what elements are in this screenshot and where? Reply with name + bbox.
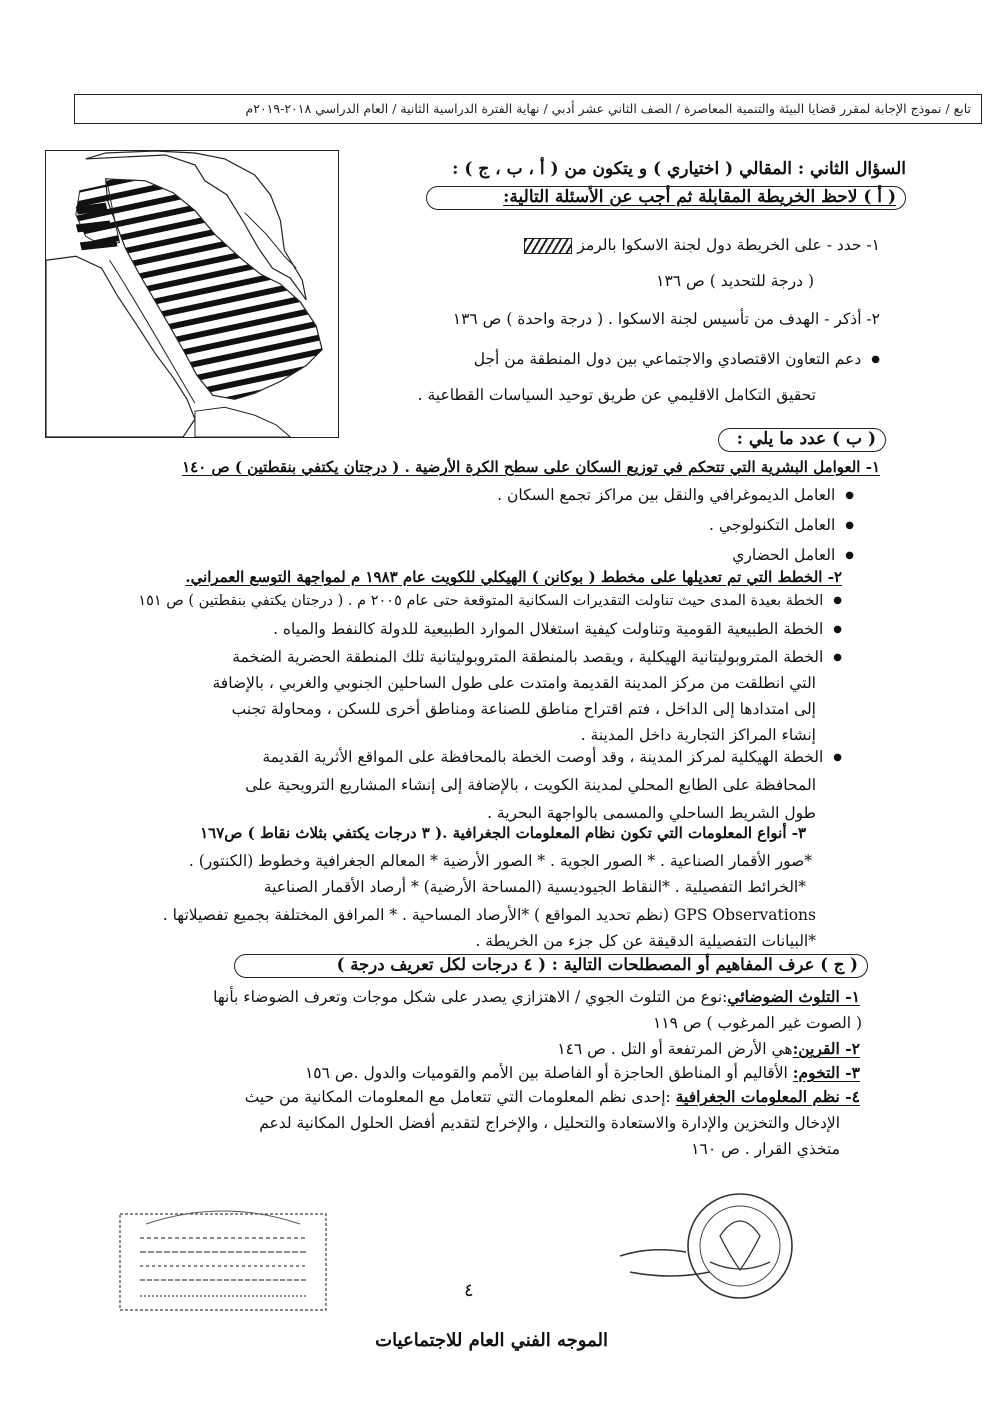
part-c-item2-def: هي الأرض المرتفعة أو التل . ص ١٤٦ [557, 1040, 793, 1058]
part-b-item2-answer-4-l2: المحافظة على الطابع المحلي لمدينة الكويت ، بالإضافة إلى إنشاء المشاريع الترويحية على [245, 776, 816, 794]
part-b-item2-answer-3-l3: إلى امتدادها إلى الداخل ، فتم اقتراح مناطق للصناعة ومناطق أخرى للسكن ، ومحاولة تجنب [231, 700, 816, 718]
escwa-map [45, 150, 339, 438]
part-a-title: ( أ ) لاحظ الخريطة المقابلة ثم أجب عن الأسئلة التالية: [503, 187, 896, 207]
part-b-item2-answer-3-l4: إنشاء المراكز التجارية داخل المدينة . [580, 726, 816, 744]
part-b-item2-answer-3-l2: التي انطلقت من مركز المدينة القديمة وامتدت على طول الساحلين الجنوبي والغربي ، بالإضافة [212, 674, 816, 692]
part-b-item2-answer-3-l1: ● الخطة المتروبوليتانية الهيكلية ، ويقصد بالمنطقة المتروبوليتانية تلك المنطقة الحضرية الضخمة [232, 646, 842, 671]
part-c-title: ( ج ) عرف المفاهيم أو المصطلحات التالية : ( ٤ درجات لكل تعريف درجة ) [336, 955, 858, 974]
part-a-item1 [518, 234, 880, 256]
part-b-item3-answer-2: *الخرائط التفصيلية . *النقاط الجيوديسية (المساحة الأرضية) * أرصاد الأقمار الصناعية [263, 878, 806, 896]
part-b-item1-answer-3: ● العامل الحضاري [732, 544, 854, 569]
q2-title: السؤال الثاني : المقالي ( اختياري ) و يتكون من ( أ ، ب ، ج ) : [452, 159, 906, 179]
part-b-item1-answer-2: ● العامل التكنولوجي . [709, 514, 854, 539]
part-a-item1-mark: ( درجة للتحديد ) ص ١٣٦ [656, 272, 814, 290]
part-b-item3-answer-3: GPS Observations (نظم تحديد المواقع ) *الأرصاد المساحية . * المرافق المختلفة بجميع تفصيلاتها . [162, 906, 816, 924]
part-c-item4-def: :إحدى نظم المعلومات التي تتعامل مع المعلومات المكانية من حيث [244, 1088, 676, 1106]
part-a-item1-text: ١- حدد - على الخريطة دول لجنة الاسكوا بالرمز [577, 236, 880, 254]
part-c-item4 [245, 1086, 860, 1108]
map-horn [195, 407, 290, 437]
part-b-item2-answer-4-l1: ● الخطة الهيكلية لمركز المدينة ، وقد أوصت الخطة بالمحافظة على المواقع الأثرية القديمة [262, 746, 842, 771]
part-c-item1-term: ١- التلوث الضوضائي [727, 987, 860, 1006]
part-b-item1-text: ١- العوامل البشرية التي تتحكم في توزيع السكان على سطح الكرة الأرضية . ( درجتان يكتفي بنقطتين ) ص ١٤٠ [182, 458, 880, 476]
escwa-legend-symbol [524, 238, 572, 254]
part-b-item2: ٢- الخطط التي تم تعديلها على مخطط ( بوكانن ) الهيكلي للكويت عام ١٩٨٣ م لمواجهة التوسع العمراني. [185, 568, 842, 586]
part-b-item1 [182, 456, 880, 478]
page-number: ٤ [464, 1280, 474, 1301]
right-ministry-stamp [610, 1176, 800, 1316]
part-b-item2-answer-4-l3: طول الشريط الساحلي والمسمى بالواجهة البحرية . [487, 804, 816, 822]
left-official-stamp [116, 1204, 330, 1316]
footer-signature: الموجه الفني العام للاجتماعيات [375, 1330, 608, 1351]
part-c-item1 [213, 986, 860, 1008]
part-c-item2-term: ٢- القرين: [792, 1039, 860, 1058]
part-c-item3 [305, 1062, 860, 1084]
part-c-item4-def2: الإدخال والتخزين والإدارة والاستعادة والتحليل ، والإخراج لتقديم أفضل الحلول المكانية لدعم [259, 1114, 840, 1132]
part-b-item3-answer-1: *صور الأقمار الصناعية . * الصور الجوية . * الصور الأرضية * المعالم الجغرافية وخطوط (الكنتور) . [188, 852, 812, 870]
part-c-item2 [557, 1038, 860, 1060]
part-a-item2-answer-1: ● دعم التعاون الاقتصادي والاجتماعي بين دول المنطقة من أجل [474, 348, 880, 373]
part-b-item3-answer-4: *البيانات التفصيلية الدقيقة عن كل جزء من الخريطة . [475, 932, 816, 950]
part-c-item3-def: الأقاليم أو المناطق الحاجزة أو الفاصلة بين الأمم والقوميات والدول .ص ١٥٦ [304, 1064, 793, 1082]
part-a-item2-answer-2: تحقيق التكامل الاقليمي عن طريق توحيد السياسات القطاعية . [417, 386, 816, 404]
part-c-item3-term: ٣- التخوم: [792, 1063, 860, 1082]
part-b-item2-answer-1: ● الخطة بعيدة المدى حيث تناولت التقديرات السكانية المتوقعة حتى عام ٢٠٠٥ م . ( درجتان يكتفي بنقطتين ) ص ١٥١ [138, 590, 842, 614]
part-a-item2: ٢- أذكر - الهدف من تأسيس لجنة الاسكوا . ( درجة واحدة ) ص ١٣٦ [452, 310, 880, 328]
part-b-item2-answer-2: ● الخطة الطبيعية القومية وتناولت كيفية استغلال الموارد الطبيعية للدولة كالنفط والمياه . [273, 618, 842, 643]
part-c-item1-def: :نوع من التلوث الجوي / الاهتزازي يصدر على شكل موجات وتعرف الضوضاء بأنها [213, 988, 728, 1006]
part-c-item4-def3: متخذي القرار . ص ١٦٠ [691, 1140, 840, 1158]
part-b-item3: ٣- أنواع المعلومات التي تكون نظام المعلومات الجغرافية .( ٣ درجات يكتفي بثلاث نقاط ) ص١٦٧ [200, 824, 806, 842]
part-c-item1-def2: ( الصوت غير المرغوب ) ص ١١٩ [652, 1014, 862, 1032]
map-drawing [46, 151, 338, 437]
part-b-title: ( ب ) عدد ما يلي : [736, 429, 876, 449]
page-header: تابع / نموذج الإجابة لمقرر قضايا البيئة والتنمية المعاصرة / الصف الثاني عشر أدبي / نهاية الفترة الدراسية الثانية / العام الدراسي ٢٠١٨-٢٠١٩م [74, 94, 982, 124]
part-b-item1-answer-1: ● العامل الديموغرافي والنقل بين مراكز تجمع السكان . [497, 484, 854, 509]
part-c-item4-term: ٤- نظم المعلومات الجغرافية [675, 1087, 860, 1106]
